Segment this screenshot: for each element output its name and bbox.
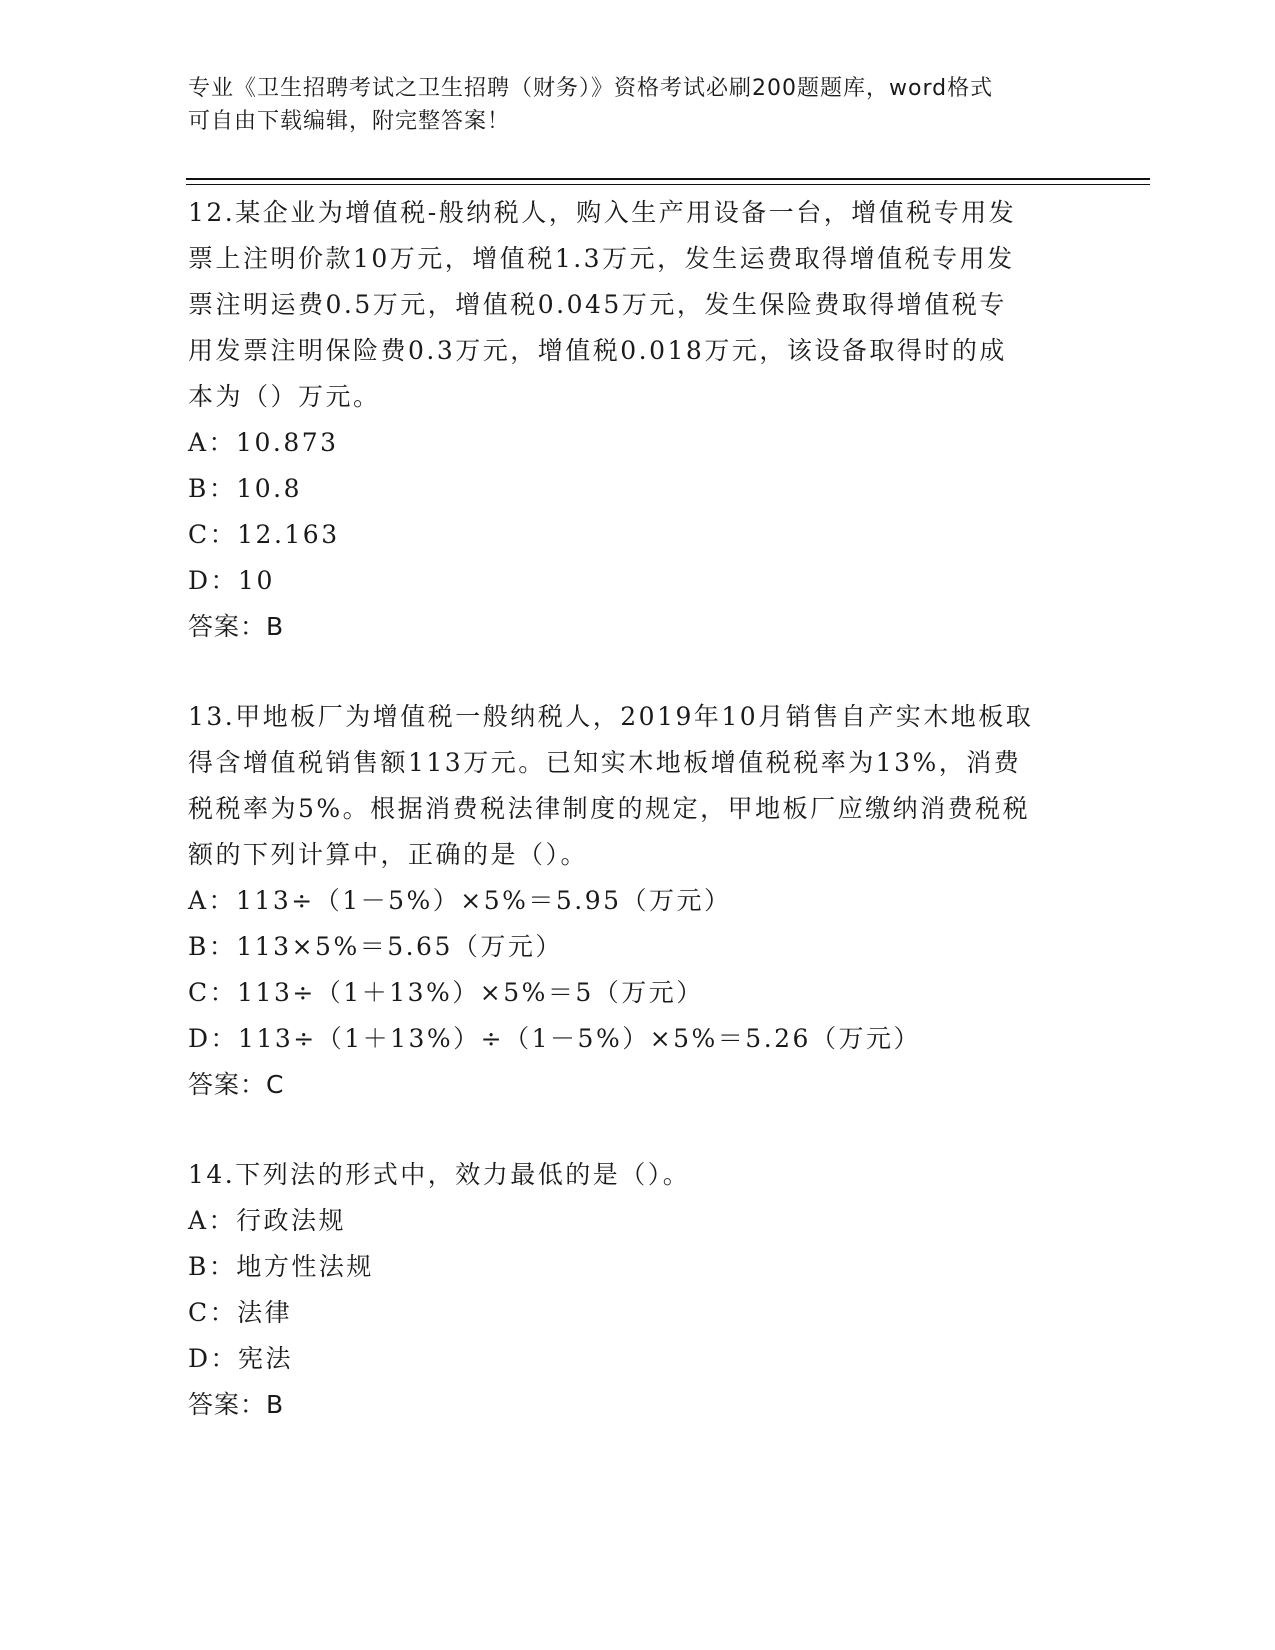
question-stem-line: 票上注明价款10万元，增值税1.3万元，发生运费取得增值税专用发 <box>188 244 1015 273</box>
question-stem-line: 税税率为5%。根据消费税法律制度的规定，甲地板厂应缴纳消费税税 <box>188 794 1031 823</box>
answer-line: 答案：C <box>188 1070 285 1099</box>
question-stem-line: 用发票注明保险费0.3万元，增值税0.018万元，该设备取得时的成 <box>188 336 1007 365</box>
option-b: B：地方性法规 <box>188 1252 374 1281</box>
answer-line: 答案：B <box>188 612 285 641</box>
option-b: B：113×5%＝5.65（万元） <box>188 932 563 961</box>
option-d: D：10 <box>188 566 275 595</box>
question-stem-line: 额的下列计算中，正确的是（）。 <box>188 840 589 869</box>
option-a: A：10.873 <box>188 428 339 457</box>
answer-line: 答案：B <box>188 1390 285 1419</box>
question-stem-line: 13.甲地板厂为增值税一般纳税人，2019年10月销售自产实木地板取 <box>188 702 1034 731</box>
question-stem-line: 得含增值税销售额113万元。已知实木地板增值税税率为13%，消费 <box>188 748 1022 777</box>
header-line-1: 专业《卫生招聘考试之卫生招聘（财务）》资格考试必刷200题题库，word格式 <box>188 76 994 101</box>
option-b: B：10.8 <box>188 474 303 503</box>
header-line-2: 可自由下载编辑，附完整答案！ <box>188 109 511 134</box>
question-14 <box>188 1152 1088 1428</box>
option-d: D：113÷（1＋13%）÷（1－5%）×5%＝5.26（万元） <box>188 1024 921 1053</box>
header-divider-thick <box>186 178 1150 180</box>
question-stem-line: 12.某企业为增值税-般纳税人，购入生产用设备一台，增值税专用发 <box>188 198 1017 227</box>
document-header <box>188 72 1068 138</box>
option-a: A：113÷（1－5%）×5%＝5.95（万元） <box>188 886 732 915</box>
question-stem-line: 票注明运费0.5万元，增值税0.045万元，发生保险费取得增值税专 <box>188 290 1007 319</box>
header-divider-thin <box>186 184 1150 185</box>
question-stem-line: 14.下列法的形式中，效力最低的是（）。 <box>188 1160 691 1189</box>
question-stem-line: 本为（）万元。 <box>188 382 381 411</box>
option-c: C：12.163 <box>188 520 340 549</box>
option-d: D：宪法 <box>188 1344 294 1373</box>
option-c: C：法律 <box>188 1298 293 1327</box>
option-c: C：113÷（1＋13%）×5%＝5（万元） <box>188 978 704 1007</box>
option-a: A：行政法规 <box>188 1206 347 1235</box>
question-13 <box>188 694 1088 1108</box>
question-12 <box>188 190 1088 650</box>
question-list <box>188 190 1088 1428</box>
